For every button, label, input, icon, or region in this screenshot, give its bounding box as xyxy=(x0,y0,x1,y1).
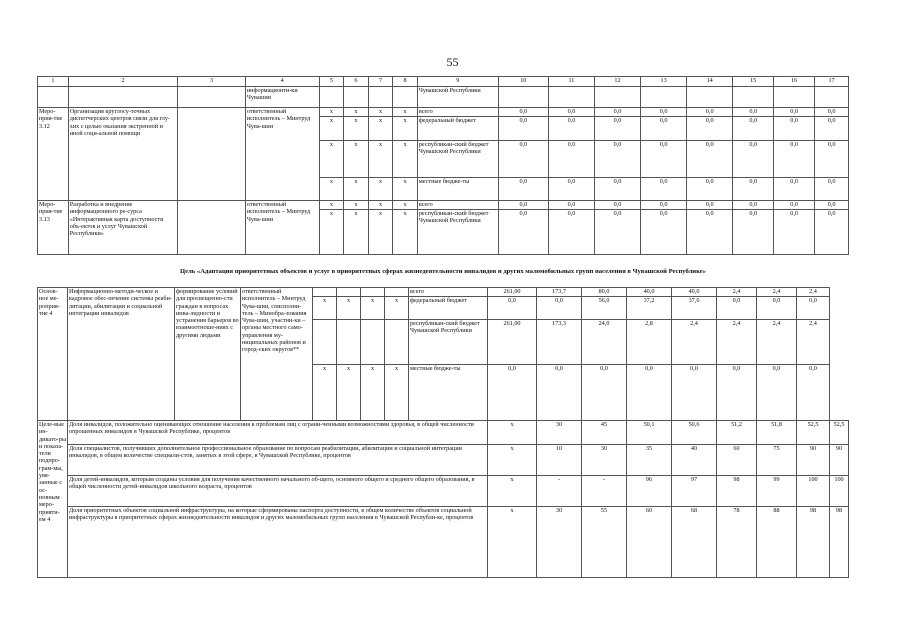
mark-cell: x xyxy=(344,117,369,141)
value-cell: 0,0 xyxy=(797,365,830,421)
value-cell: 0,0 xyxy=(498,201,548,210)
indicators-label: Целе-вые ин-дикато-ры и показа-тели подпро-грам-мы, увя-занные с ос-новным меро-прияти-ем 4 xyxy=(38,421,68,578)
value-cell: 0,0 xyxy=(757,365,797,421)
value-cell: 78 xyxy=(717,507,757,578)
value-cell: 100 xyxy=(830,476,849,507)
indicator-mark: x xyxy=(488,507,537,578)
indicator-mark: x xyxy=(488,476,537,507)
mark-cell: x xyxy=(313,365,337,421)
source-cell: федеральный бюджет xyxy=(409,297,488,320)
mark-cell: x xyxy=(393,201,418,210)
value-cell: 0,0 xyxy=(774,210,815,255)
value-cell: 68 xyxy=(672,507,717,578)
mark-cell: x xyxy=(337,297,361,320)
value-cell: 88 xyxy=(757,507,797,578)
mark-cell: x xyxy=(361,297,385,320)
value-cell: 0,0 xyxy=(594,201,640,210)
measure-col3: формирование условий для просвещенно-сти граждан в вопросах инва-лидности и устранения барьеров во взаимоотноше-ниях с другими людьми xyxy=(175,288,241,421)
value-cell: 35 xyxy=(627,445,672,476)
value-cell: 0,0 xyxy=(687,201,733,210)
measure-name: Разработка и внедрение информационного ре-сурса «Интерактивная карта доступности объ-ектов и услуг Чувашской Республики» xyxy=(68,201,178,255)
main-measure-table xyxy=(37,287,849,578)
header-cell: 13 xyxy=(641,77,687,87)
measure-row xyxy=(38,201,849,210)
value-cell: 0,0 xyxy=(488,297,537,320)
value-cell: 0,0 xyxy=(733,210,774,255)
value-cell: 0,0 xyxy=(687,210,733,255)
value-cell: 30 xyxy=(537,507,582,578)
measure-label: Меро-прия-тие 3.13 xyxy=(38,201,69,255)
header-cell: 1 xyxy=(38,77,69,87)
value-cell: 0,0 xyxy=(548,178,594,201)
goal-heading: Цель «Адаптация приоритетных объектов и услуг в приоритетных сферах жизнедеятельности инвалидов и других маломобильных групп населения в Чувашской Республике» xyxy=(180,268,706,275)
value-cell: 0,0 xyxy=(582,365,627,421)
value-cell: 98 xyxy=(717,476,757,507)
value-cell: 30 xyxy=(537,421,582,445)
indicator-row xyxy=(38,507,849,578)
value-cell: 0,0 xyxy=(548,210,594,255)
mark-cell xyxy=(337,288,361,297)
value-cell: 52,5 xyxy=(830,421,849,445)
value-cell: 0,0 xyxy=(548,201,594,210)
mark-cell: x xyxy=(368,201,393,210)
indicator-text: Доля инвалидов, положительно оценивающих отношение населения к проблемам лиц с ограни-ченными возможностями здоровья, в общей численности опрошенных инвалидов в Чувашской Республике, процентов xyxy=(68,421,488,445)
value-cell: 90 xyxy=(830,445,849,476)
empty-cell xyxy=(368,87,393,108)
header-cell: 7 xyxy=(368,77,393,87)
source-cell: республикан-ский бюджет Чувашской Республики xyxy=(417,210,498,255)
source-cell: республикан-ский бюджет Чувашской Республики xyxy=(417,141,498,178)
measure-col3 xyxy=(178,201,246,255)
continuation-row xyxy=(38,87,849,108)
value-cell: 2,4 xyxy=(757,320,797,365)
mark-cell: x xyxy=(319,178,344,201)
mark-cell: x xyxy=(344,141,369,178)
value-cell: 173,3 xyxy=(537,320,582,365)
value-cell: 45 xyxy=(582,421,627,445)
header-cell: 15 xyxy=(733,77,774,87)
value-cell: 0,0 xyxy=(687,108,733,117)
executor-cell: ответственный исполнитель – Минтруд Чува-шии xyxy=(245,108,319,201)
source-cell: всего xyxy=(409,288,488,297)
value-cell: 0,0 xyxy=(774,117,815,141)
indicator-row xyxy=(38,421,849,445)
value-cell: 37,2 xyxy=(627,297,672,320)
value-cell: 75 xyxy=(757,445,797,476)
executor-cell: информационти-ки Чувашии xyxy=(245,87,319,108)
measures-table xyxy=(37,76,849,255)
mark-cell: x xyxy=(385,297,409,320)
value-cell: 0,0 xyxy=(815,141,849,178)
empty-cell xyxy=(687,87,733,108)
mark-cell: x xyxy=(393,108,418,117)
value-cell: 0,0 xyxy=(815,178,849,201)
mark-cell: x xyxy=(368,117,393,141)
value-cell: 0,0 xyxy=(815,210,849,255)
value-cell: 60 xyxy=(627,507,672,578)
value-cell: 2,8 xyxy=(627,320,672,365)
value-cell: 52,5 xyxy=(797,421,830,445)
value-cell: 2,4 xyxy=(797,320,830,365)
value-cell: 37,6 xyxy=(672,297,717,320)
mark-cell: x xyxy=(393,178,418,201)
measure-col3 xyxy=(178,108,246,201)
empty-cell xyxy=(498,87,548,108)
value-cell: 0,0 xyxy=(733,108,774,117)
empty-cell xyxy=(548,87,594,108)
mark-cell: x xyxy=(393,141,418,178)
measure-row xyxy=(38,108,849,117)
header-cell: 11 xyxy=(548,77,594,87)
mark-cell: x xyxy=(344,178,369,201)
value-cell: 0,0 xyxy=(717,365,757,421)
mark-cell: x xyxy=(344,210,369,255)
value-cell: 0,0 xyxy=(641,117,687,141)
value-cell: 261,00 xyxy=(488,320,537,365)
value-cell: 50,6 xyxy=(672,421,717,445)
value-cell: 0,0 xyxy=(548,108,594,117)
value-cell: 0,0 xyxy=(815,117,849,141)
indicator-mark: x xyxy=(488,421,537,445)
value-cell: 96 xyxy=(627,476,672,507)
header-cell: 6 xyxy=(344,77,369,87)
header-cell: 3 xyxy=(178,77,246,87)
empty-cell xyxy=(641,87,687,108)
header-cell: 9 xyxy=(417,77,498,87)
value-cell: 0,0 xyxy=(594,117,640,141)
value-cell: 0,0 xyxy=(733,178,774,201)
mark-cell: x xyxy=(313,297,337,320)
value-cell: 0,0 xyxy=(488,365,537,421)
value-cell: 2,4 xyxy=(797,288,830,297)
empty-cell xyxy=(319,87,344,108)
value-cell: 0,0 xyxy=(717,297,757,320)
mark-cell: x xyxy=(319,117,344,141)
value-cell: 98 xyxy=(830,507,849,578)
value-cell: 0,0 xyxy=(815,201,849,210)
empty-cell xyxy=(733,87,774,108)
empty-cell xyxy=(38,87,69,108)
value-cell: 0,0 xyxy=(672,365,717,421)
mark-cell: x xyxy=(344,108,369,117)
value-cell: 97 xyxy=(672,476,717,507)
mark-cell: x xyxy=(319,108,344,117)
measure-label: Меро-прия-тие 3.12 xyxy=(38,108,69,201)
value-cell: 99 xyxy=(757,476,797,507)
measure-row xyxy=(38,288,849,297)
value-cell: 0,0 xyxy=(797,297,830,320)
empty-cell xyxy=(594,87,640,108)
source-cell: всего xyxy=(417,108,498,117)
measure-name: Информационно-методи-ческое и кадровое обес-печение системы реаби-литации, абилитации и социальной интеграции инвалидов xyxy=(68,288,175,421)
value-cell: 0,0 xyxy=(594,108,640,117)
value-cell: 0,0 xyxy=(733,117,774,141)
value-cell: 24,0 xyxy=(582,320,627,365)
value-cell: 0,0 xyxy=(774,108,815,117)
value-cell: 0,0 xyxy=(641,141,687,178)
empty-cell xyxy=(393,87,418,108)
mark-cell xyxy=(361,288,385,297)
header-cell: 5 xyxy=(319,77,344,87)
indicator-row xyxy=(38,476,849,507)
value-cell: 0,0 xyxy=(498,178,548,201)
value-cell: 2,4 xyxy=(717,288,757,297)
empty-cell xyxy=(178,87,246,108)
value-cell: 0,0 xyxy=(733,201,774,210)
executor-cell: ответственный исполнитель – Минтруд Чува-шии xyxy=(245,201,319,255)
mark-cell xyxy=(361,320,385,365)
value-cell: 51,2 xyxy=(717,421,757,445)
value-cell: 0,0 xyxy=(498,141,548,178)
mark-cell: x xyxy=(344,201,369,210)
mark-cell xyxy=(313,288,337,297)
mark-cell: x xyxy=(319,210,344,255)
source-cell: местные бюдже-ты xyxy=(417,178,498,201)
value-cell: - xyxy=(582,476,627,507)
value-cell: 80,0 xyxy=(582,288,627,297)
value-cell: 50,1 xyxy=(627,421,672,445)
indicator-text: Доля специалистов, получивших дополнительное профессиональное образование по вопросам реабилитации, абилитации и социальной интеграции инвалидов, в общем количестве специали-стов, занятых в этой сфере, в Чувашской Республике, процентов xyxy=(68,445,488,476)
value-cell: 90 xyxy=(797,445,830,476)
value-cell: 0,0 xyxy=(774,178,815,201)
value-cell: 60 xyxy=(717,445,757,476)
value-cell: 0,0 xyxy=(687,117,733,141)
mark-cell: x xyxy=(393,210,418,255)
source-cell: республикан-ский бюджет Чувашской Республики xyxy=(409,320,488,365)
value-cell: 0,0 xyxy=(537,365,582,421)
indicator-text: Доля приоритетных объектов социальной инфраструктуры, на которые сформированы паспорта доступности, в общем количестве объектов социальной инфраструктуры в приоритетных сферах жизнедеятельности инвалидов и других маломобильных групп населения в Чувашской Республи-ке, процентов xyxy=(68,507,488,578)
mark-cell: x xyxy=(319,141,344,178)
mark-cell: x xyxy=(393,117,418,141)
value-cell: 0,0 xyxy=(733,141,774,178)
value-cell: 0,0 xyxy=(774,201,815,210)
indicator-text: Доля детей-инвалидов, которым созданы условия для получения качественного начального об-щего, основного общего и среднего общего образования, в общей численности детей-инвалидов школьного возраста, процентов xyxy=(68,476,488,507)
value-cell: 0,0 xyxy=(641,108,687,117)
value-cell: 0,0 xyxy=(641,201,687,210)
value-cell: 100 xyxy=(797,476,830,507)
value-cell: 2,4 xyxy=(757,288,797,297)
mark-cell xyxy=(385,288,409,297)
value-cell: 0,0 xyxy=(627,365,672,421)
value-cell: 51,8 xyxy=(757,421,797,445)
mark-cell xyxy=(385,320,409,365)
mark-cell xyxy=(313,320,337,365)
header-cell: 4 xyxy=(245,77,319,87)
value-cell: 0,0 xyxy=(548,141,594,178)
value-cell: 173,7 xyxy=(537,288,582,297)
value-cell: 0,0 xyxy=(774,141,815,178)
measure-label: Основ-ное ме-роприя-тие 4 xyxy=(38,288,68,421)
value-cell: 0,0 xyxy=(498,117,548,141)
empty-cell xyxy=(815,87,849,108)
value-cell: 0,0 xyxy=(687,141,733,178)
value-cell: 0,0 xyxy=(498,108,548,117)
value-cell: 0,0 xyxy=(815,108,849,117)
value-cell: 40,0 xyxy=(627,288,672,297)
value-cell: 261,00 xyxy=(488,288,537,297)
header-cell: 12 xyxy=(594,77,640,87)
value-cell: 10 xyxy=(537,445,582,476)
value-cell: 98 xyxy=(797,507,830,578)
header-cell: 16 xyxy=(774,77,815,87)
value-cell: 0,0 xyxy=(537,297,582,320)
mark-cell: x xyxy=(385,365,409,421)
header-cell: 17 xyxy=(815,77,849,87)
value-cell: 0,0 xyxy=(594,210,640,255)
value-cell: 0,0 xyxy=(548,117,594,141)
value-cell: 56,0 xyxy=(582,297,627,320)
empty-cell xyxy=(774,87,815,108)
header-row xyxy=(38,77,849,87)
empty-cell xyxy=(68,87,178,108)
value-cell: 0,0 xyxy=(594,141,640,178)
mark-cell: x xyxy=(361,365,385,421)
empty-cell xyxy=(344,87,369,108)
value-cell: 0,0 xyxy=(687,178,733,201)
header-cell: 2 xyxy=(68,77,178,87)
mark-cell: x xyxy=(368,210,393,255)
header-cell: 8 xyxy=(393,77,418,87)
executor-cell: ответственный исполнитель – Минтруд Чува-шии, соисполни-тель – Минобра-зования Чува-шии, участни-ки – органы местного само-управления му-ниципальных районов и город-ских округов** xyxy=(241,288,313,421)
source-cell: местные бюдже-ты xyxy=(409,365,488,421)
value-cell: 55 xyxy=(582,507,627,578)
mark-cell: x xyxy=(319,201,344,210)
mark-cell: x xyxy=(368,108,393,117)
header-cell: 14 xyxy=(687,77,733,87)
measure-name: Организация круглосу-точных диспетчерских центров связи для глу-хих с целью оказания экстренной и иной соци-альной помощи xyxy=(68,108,178,201)
indicator-row xyxy=(38,445,849,476)
value-cell: 30 xyxy=(582,445,627,476)
value-cell: 40,0 xyxy=(672,288,717,297)
value-cell: 0,0 xyxy=(641,178,687,201)
source-cell: федеральный бюджет xyxy=(417,117,498,141)
mark-cell: x xyxy=(337,365,361,421)
value-cell: 2,4 xyxy=(672,320,717,365)
value-cell: 0,0 xyxy=(757,297,797,320)
value-cell: 0,0 xyxy=(594,178,640,201)
mark-cell xyxy=(337,320,361,365)
value-cell: 0,0 xyxy=(498,210,548,255)
source-cell: Чувашской Республики xyxy=(417,87,498,108)
mark-cell: x xyxy=(368,178,393,201)
value-cell: 40 xyxy=(672,445,717,476)
value-cell: - xyxy=(537,476,582,507)
mark-cell: x xyxy=(368,141,393,178)
page-number: 55 xyxy=(446,55,459,69)
value-cell: 2,4 xyxy=(717,320,757,365)
indicator-mark: x xyxy=(488,445,537,476)
header-cell: 10 xyxy=(498,77,548,87)
value-cell: 0,0 xyxy=(641,210,687,255)
source-cell: всего xyxy=(417,201,498,210)
